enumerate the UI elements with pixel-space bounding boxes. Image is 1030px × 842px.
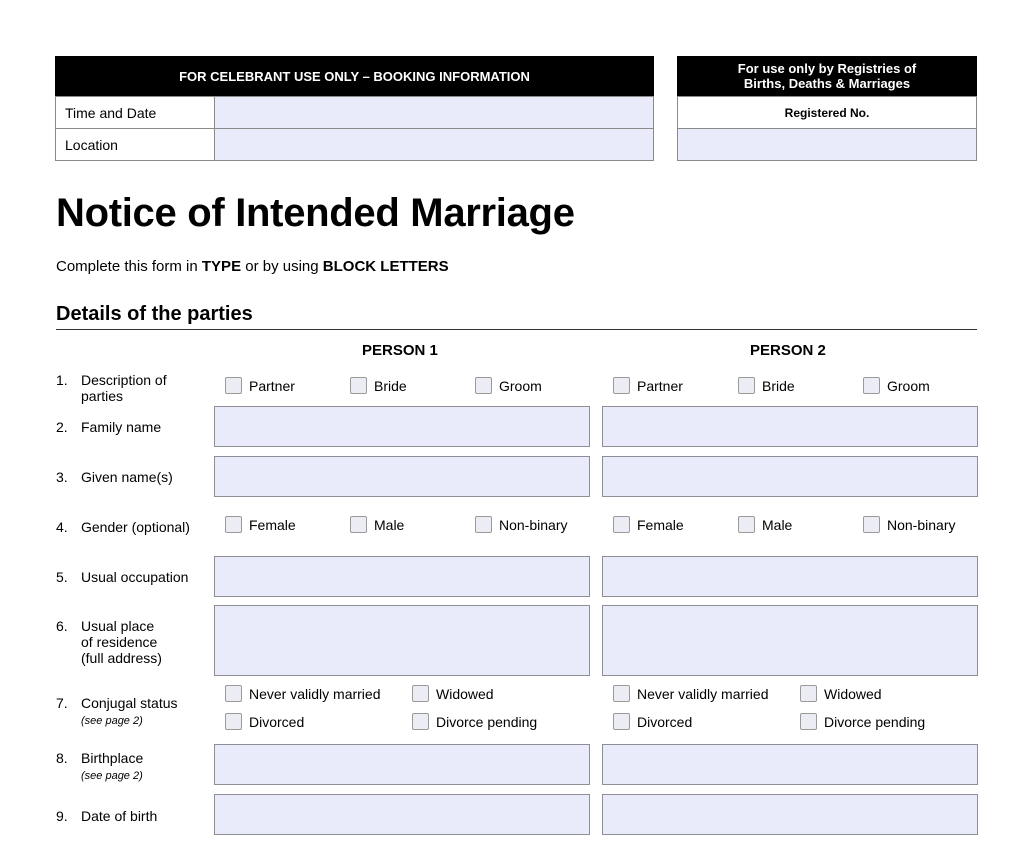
p2-widowed-checkbox[interactable] [800, 685, 817, 702]
p1-divorced-label: Divorced [249, 713, 305, 730]
p2-given-names-input[interactable] [602, 456, 978, 497]
location-field[interactable] [214, 128, 654, 161]
q5-number: 5. [56, 569, 68, 585]
p2-birthplace-input[interactable] [602, 744, 978, 785]
p1-widowed-label: Widowed [436, 685, 494, 702]
p1-divorce-pending-label: Divorce pending [436, 713, 538, 730]
time-date-label: Time and Date [55, 96, 215, 129]
p2-groom-option[interactable] [863, 377, 930, 394]
p2-nonbinary-checkbox[interactable] [863, 516, 880, 533]
p2-divorce-pending-label: Divorce pending [824, 713, 926, 730]
p1-bride-label: Bride [374, 377, 407, 394]
p2-male-option[interactable] [738, 516, 792, 533]
p1-nonbinary-checkbox[interactable] [475, 516, 492, 533]
p2-dob-input[interactable] [602, 794, 978, 835]
location-label: Location [55, 128, 215, 161]
section-divider [56, 329, 977, 330]
p1-female-option[interactable] [225, 516, 296, 533]
p1-family-name-input[interactable] [214, 406, 590, 447]
q7-number: 7. [56, 695, 68, 711]
instruction-mid: or by using [241, 258, 323, 275]
registered-no-label: Registered No. [677, 96, 977, 129]
section-title: Details of the parties [56, 303, 253, 325]
p1-birthplace-input[interactable] [214, 744, 590, 785]
p1-female-checkbox[interactable] [225, 516, 242, 533]
p1-divorced-checkbox[interactable] [225, 713, 242, 730]
q6-label-line1: Usual place [81, 618, 155, 634]
person-1-heading: PERSON 1 [362, 342, 438, 359]
instruction-block: BLOCK LETTERS [322, 258, 449, 275]
registered-no-field[interactable] [677, 128, 977, 161]
q6-label-line3: (full address) [81, 650, 162, 666]
p2-partner-checkbox[interactable] [613, 377, 630, 394]
registry-header [677, 56, 977, 96]
p2-male-checkbox[interactable] [738, 516, 755, 533]
booking-header: FOR CELEBRANT USE ONLY – BOOKING INFORMATION [55, 56, 654, 96]
q4-label: Gender (optional) [81, 519, 190, 535]
q8-number: 8. [56, 750, 68, 766]
p1-divorced-option[interactable] [225, 713, 304, 730]
q2-number: 2. [56, 419, 68, 435]
p1-divorce-pending-option[interactable] [412, 713, 537, 730]
q4-number: 4. [56, 519, 68, 535]
p1-bride-checkbox[interactable] [350, 377, 367, 394]
p2-partner-label: Partner [637, 377, 683, 394]
q7-note: (see page 2) [81, 715, 143, 727]
p2-bride-option[interactable] [738, 377, 795, 394]
p1-dob-input[interactable] [214, 794, 590, 835]
p1-given-names-input[interactable] [214, 456, 590, 497]
p1-groom-label: Groom [499, 377, 542, 394]
q8-note: (see page 2) [81, 770, 143, 782]
q2-label: Family name [81, 419, 162, 435]
page-title: Notice of Intended Marriage [56, 191, 575, 235]
q6-number: 6. [56, 618, 68, 634]
q7-label [81, 695, 178, 729]
form-instruction [56, 258, 449, 275]
p2-female-option[interactable] [613, 516, 684, 533]
q8-label-text: Birthplace [81, 750, 144, 766]
p2-occupation-input[interactable] [602, 556, 978, 597]
q3-label: Given name(s) [81, 469, 173, 485]
p2-female-label: Female [637, 516, 684, 533]
p1-partner-label: Partner [249, 377, 295, 394]
p2-widowed-label: Widowed [824, 685, 882, 702]
p2-nonbinary-label: Non-binary [887, 516, 956, 533]
p2-widowed-option[interactable] [800, 685, 882, 702]
registry-header-line2: Births, Deaths & Marriages [743, 76, 911, 91]
p2-bride-label: Bride [762, 377, 795, 394]
p1-female-label: Female [249, 516, 296, 533]
q6-label [81, 618, 162, 666]
p2-partner-option[interactable] [613, 377, 683, 394]
q9-number: 9. [56, 808, 68, 824]
p2-divorced-option[interactable] [613, 713, 692, 730]
registry-header-line1: For use only by Registries of [737, 61, 917, 76]
p1-groom-option[interactable] [475, 377, 542, 394]
p1-groom-checkbox[interactable] [475, 377, 492, 394]
p1-never-married-label: Never validly married [249, 685, 381, 702]
q9-label: Date of birth [81, 808, 158, 824]
p2-groom-checkbox[interactable] [863, 377, 880, 394]
q6-label-line2: of residence [81, 634, 158, 650]
p1-bride-option[interactable] [350, 377, 407, 394]
p2-family-name-input[interactable] [602, 406, 978, 447]
p2-divorce-pending-checkbox[interactable] [800, 713, 817, 730]
instruction-type: TYPE [201, 258, 242, 275]
q1-label-line1: Description of [81, 372, 167, 388]
p1-widowed-checkbox[interactable] [412, 685, 429, 702]
p1-partner-option[interactable] [225, 377, 295, 394]
p2-residence-input[interactable] [602, 605, 978, 676]
p2-never-married-checkbox[interactable] [613, 685, 630, 702]
q1-label [81, 372, 167, 404]
p1-widowed-option[interactable] [412, 685, 494, 702]
p2-never-married-option[interactable] [613, 685, 768, 702]
p1-male-checkbox[interactable] [350, 516, 367, 533]
p2-nonbinary-option[interactable] [863, 516, 955, 533]
q5-label: Usual occupation [81, 569, 189, 585]
p1-occupation-input[interactable] [214, 556, 590, 597]
p2-groom-label: Groom [887, 377, 930, 394]
p1-divorce-pending-checkbox[interactable] [412, 713, 429, 730]
p1-male-label: Male [374, 516, 405, 533]
p2-never-married-label: Never validly married [637, 685, 769, 702]
q1-number: 1. [56, 372, 68, 388]
p1-male-option[interactable] [350, 516, 404, 533]
p2-female-checkbox[interactable] [613, 516, 630, 533]
p2-male-label: Male [762, 516, 793, 533]
p1-partner-checkbox[interactable] [225, 377, 242, 394]
p2-divorce-pending-option[interactable] [800, 713, 925, 730]
q7-label-text: Conjugal status [81, 695, 178, 711]
p2-divorced-checkbox[interactable] [613, 713, 630, 730]
p1-never-married-checkbox[interactable] [225, 685, 242, 702]
p2-bride-checkbox[interactable] [738, 377, 755, 394]
p1-never-married-option[interactable] [225, 685, 380, 702]
instruction-pre: Complete this form in [56, 258, 202, 275]
p1-nonbinary-label: Non-binary [499, 516, 568, 533]
p1-residence-input[interactable] [214, 605, 590, 676]
p2-divorced-label: Divorced [637, 713, 693, 730]
time-date-field[interactable] [214, 96, 654, 129]
q3-number: 3. [56, 469, 68, 485]
p1-nonbinary-option[interactable] [475, 516, 567, 533]
person-2-heading: PERSON 2 [750, 342, 826, 359]
q1-label-line2: parties [81, 388, 124, 404]
q8-label [81, 750, 143, 784]
